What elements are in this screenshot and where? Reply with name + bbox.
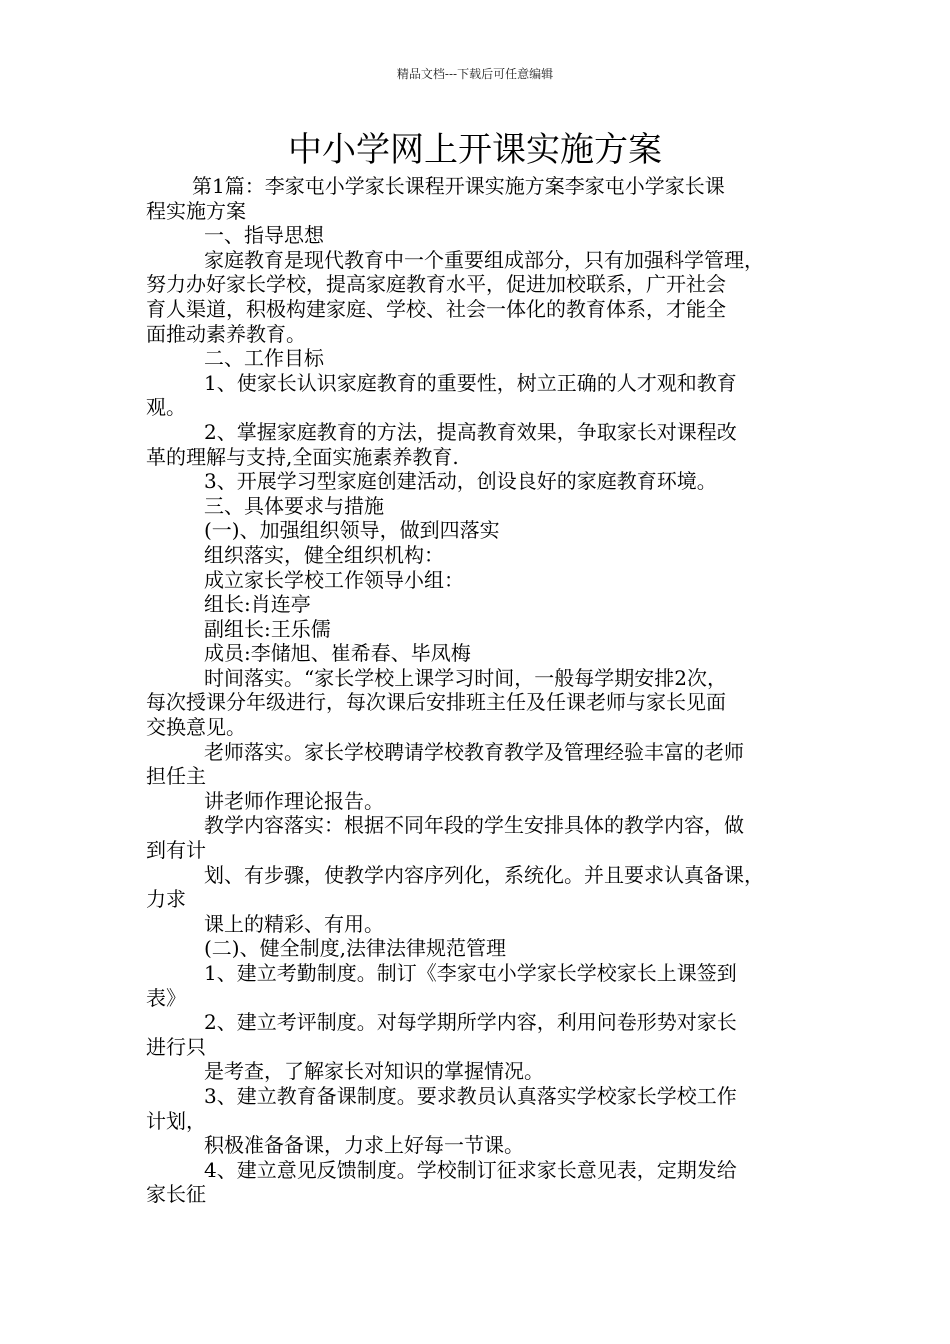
header-note: 精品文档---下载后可任意编辑 xyxy=(396,67,554,81)
body-line: 面推动素养教育。 xyxy=(146,321,306,346)
body-line: 3、开展学习型家庭创建活动，创设良好的家庭教育环境。 xyxy=(204,469,717,494)
body-line: 组长:肖连亭 xyxy=(204,592,311,617)
body-line: 讲老师作理论报告。 xyxy=(204,788,384,813)
body-line: 3、建立教育备课制度。要求教员认真落实学校家长学校工作 xyxy=(204,1083,737,1108)
body-line: 一、指导思想 xyxy=(204,223,324,248)
body-line: 第1篇：李家屯小学家长课程开课实施方案李家屯小学家长课 xyxy=(192,174,725,198)
body-line: 教学内容落实：根据不同年段的学生安排具体的教学内容，做 xyxy=(204,813,744,838)
body-line: 成员:李储旭、崔希春、毕凤梅 xyxy=(204,641,471,666)
body-line: 每次授课分年级进行，每次课后安排班主任及任课老师与家长见面 xyxy=(146,690,726,715)
body-line: 时间落实。“家长学校上课学习时间，一般每学期安排2次， xyxy=(204,665,727,690)
body-line: 担任主 xyxy=(146,764,206,789)
body-line: 课上的精彩、有用。 xyxy=(204,911,384,936)
body-line: 革的理解与支持,全面实施素养教育. xyxy=(146,444,459,469)
body-line: 三、具体要求与措施 xyxy=(204,493,384,518)
body-line: (二)、健全制度,法律法律规范管理 xyxy=(204,936,506,961)
body-line: 是考查，了解家长对知识的掌握情况。 xyxy=(204,1059,544,1084)
body-line: 2、掌握家庭教育的方法，提高教育效果，争取家长对课程改 xyxy=(204,419,737,444)
body-line: 家长征 xyxy=(146,1182,206,1207)
body-line: 4、建立意见反馈制度。学校制订征求家长意见表，定期发给 xyxy=(204,1157,737,1182)
document-body xyxy=(146,174,826,1207)
body-line: 育人渠道，积极构建家庭、学校、社会一体化的教育体系，才能全 xyxy=(146,296,726,321)
body-line: 表》 xyxy=(146,985,186,1010)
body-line: 力求 xyxy=(146,887,186,912)
body-line: 组织落实，健全组织机构： xyxy=(204,542,444,567)
body-line: 1、使家长认识家庭教育的重要性，树立正确的人才观和教育 xyxy=(204,370,737,395)
body-line: 老师落实。家长学校聘请学校教育教学及管理经验丰富的老师 xyxy=(204,739,744,764)
body-line: 程实施方案 xyxy=(146,198,246,223)
body-line: 交换意见。 xyxy=(146,715,246,740)
body-line: 家庭教育是现代教育中一个重要组成部分，只有加强科学管理， xyxy=(204,247,764,272)
body-line: (一)、加强组织领导，做到四落实 xyxy=(204,518,500,543)
body-line: 观。 xyxy=(146,395,186,420)
body-line: 积极准备备课，力求上好每一节课。 xyxy=(204,1133,524,1158)
body-line: 成立家长学校工作领导小组： xyxy=(204,567,464,592)
body-line: 努力办好家长学校，提高家庭教育水平，促进加校联系，广开社会 xyxy=(146,272,726,297)
body-line: 到有计 xyxy=(146,838,206,863)
body-line: 副组长:王乐儒 xyxy=(204,616,331,641)
body-line: 计划， xyxy=(146,1108,206,1133)
body-line: 进行只 xyxy=(146,1034,206,1059)
document-title: 中小学网上开课实施方案 xyxy=(288,130,662,170)
body-line: 二、工作目标 xyxy=(204,346,324,371)
body-line: 2、建立考评制度。对每学期所学内容，利用问卷形势对家长 xyxy=(204,1010,737,1035)
body-line: 划、有步骤，使教学内容序列化，系统化。并且要求认真备课， xyxy=(204,862,764,887)
body-line: 1、建立考勤制度。制订《李家屯小学家长学校家长上课签到 xyxy=(204,961,737,985)
